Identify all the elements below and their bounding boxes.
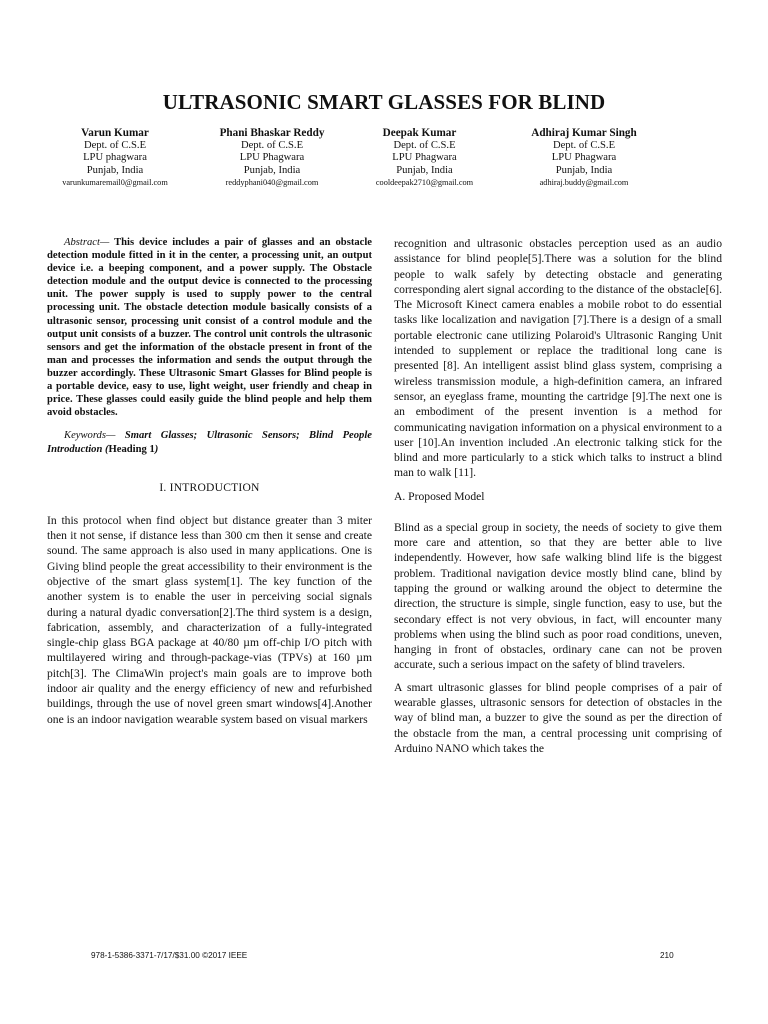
author-dept: Dept. of C.S.E xyxy=(552,139,616,151)
author-dept: Dept. of C.S.E xyxy=(240,139,304,151)
author-location: Punjab, India xyxy=(555,164,613,176)
page-number: 210 xyxy=(660,951,674,960)
author-3 xyxy=(347,127,502,190)
author-email: varunkumaremail0@gmail.com xyxy=(62,178,168,188)
proposed-model-paragraph-1: Blind as a special group in society, the needs of society to give them more care and attention, so that they are better able to live independently. However, how safe walking blind life is the biggest problem. Traditional navigation device mostly blind cane, blind by tapping the ground or walking around the object to determine the direction, the structure is simple, single function, easy to use, but the secondary effect is not very obvious, in fact, will encounter many problems when using the blind such as poor road conditions, uneven, hanging in front of obstacles, ordinary cane can not be proven accurate, such a serious impact on the safety of blind travelers. xyxy=(394,520,722,672)
author-org: LPU Phagwara xyxy=(239,152,305,164)
author-1 xyxy=(40,127,190,190)
author-location: Punjab, India xyxy=(243,164,301,176)
paper-title: ULTRASONIC SMART GLASSES FOR BLIND xyxy=(162,90,606,114)
author-name: Deepak Kumar xyxy=(382,127,457,139)
keywords-label: Keywords— xyxy=(64,430,116,442)
keywords-heading-note: Heading 1 xyxy=(108,443,155,455)
author-org: LPU Phagwara xyxy=(551,152,617,164)
author-name: Phani Bhaskar Reddy xyxy=(219,127,325,139)
author-block xyxy=(40,127,730,191)
abstract-label: Abstract— xyxy=(64,237,110,248)
author-name: Adhiraj Kumar Singh xyxy=(531,127,637,139)
author-dept: Dept. of C.S.E xyxy=(393,139,456,151)
author-2 xyxy=(197,127,347,190)
introduction-paragraph: In this protocol when find object but distance greater than 3 miter then it not sense, if distance less than 300 cm then it sense and create sound. The same approach is also used in many applications. One is Giving blind people the great accessibility to their environment is the objective of the smart glass system[1]. The key function of the another system is to enable the user in perceiving social signals during a natural dyadic conversation[2].The third system is a design, fabrication, assembly, and characterization of a fully-integrated single-chip glass BGA package at 40/80 µm off-chip I/O pitch with multilayered wiring and through-package-vias (TPVs) at 160 µm pitch[3]. The ClimaWin project's main goals are to improve both indoor air quality and the energy efficiency of new and refurbished buildings, through the use of novel green smart windows[4].Another one is an indoor navigation wearable system based on visual markers xyxy=(47,513,372,726)
author-org: LPU Phagwara xyxy=(392,152,457,164)
abstract xyxy=(47,236,372,419)
abstract-text: This device includes a pair of glasses and an obstacle detection module fitted in it in the center, a processing unit, an output device i.e. a beeping component, and a power supply. The Obstacle detection module and the output device is connected to the processing unit. The power supply is used to supply power to the central processing unit. The obstacle detection module basically consists of a ultrasonic sensor, processing unit consist of a control module and the output unit consists of a buzzer. The control unit controls the ultrasonic sensors and get the information of the obstacle present in front of the man and processes the information and sends the output through the buzzer accordingly. These Ultrasonic Smart Glasses for Blind people is a portable device, easy to use, light weight, user friendly and cheap in price. These glasses could easily guide the blind people and help them avoid obstacles. xyxy=(47,237,372,419)
author-email: reddyphani040@gmail.com xyxy=(225,178,319,188)
keywords xyxy=(47,429,372,455)
keywords-text: Smart Glasses; Ultrasonic Sensors; Blind People Introduction ( xyxy=(47,430,372,455)
author-4 xyxy=(504,127,664,190)
author-email: cooldeepak2710@gmail.com xyxy=(375,178,474,188)
left-column xyxy=(47,236,372,727)
right-column xyxy=(394,236,722,756)
author-location: Punjab, India xyxy=(396,164,453,176)
introduction-paragraph-continued: recognition and ultrasonic obstacles perception used as an audio assistance for blind people[5].There was a solution for the blind people to walk safely by detecting obstacle and generating corresponding alert signal according to the distance of the obstacle[6]. The Microsoft Kinect camera enables a mobile robot to do essential tasks like localization and navigation [7].There is a design of a small portable electronic cane utilizing Polaroid's Ultrasonic Ranging Unit intended to supplement or replace the traditional long cane is presented [8]. An intelligent assist blind glass system, comprising a wireless transmission module, a high-definition camera, an infrared sensor, an eyeglass frame, mounting the cartridge [9].The next one is an embodiment of the present invention is a method for communicating navigation information on a physical environment to a user [10].An invention included .An electronic talking stick for the blind and more particularly to a stick which talks to instruct a blind man to walk [11]. xyxy=(394,237,722,480)
keywords-close: ) xyxy=(154,443,159,455)
author-org: LPU phagwara xyxy=(83,152,147,164)
author-dept: Dept. of C.S.E xyxy=(83,139,147,151)
author-name: Varun Kumar xyxy=(81,127,149,139)
proposed-model-paragraph-2: A smart ultrasonic glasses for blind people comprises of a pair of wearable glasses, ultrasonic sensors for detection of obstacles in the way of blind man, a buzzer to give the sound as per the direction of the obstacle from the man, a central processing unit comprising of Arduino NANO which takes the xyxy=(394,680,722,755)
section-heading-introduction: I. INTRODUCTION xyxy=(159,480,260,494)
subsection-heading-proposed-model: A. Proposed Model xyxy=(394,489,485,503)
author-location: Punjab, India xyxy=(86,164,144,176)
author-email: adhiraj.buddy@gmail.com xyxy=(539,178,629,188)
footer-copyright: 978-1-5386-3371-7/17/$31.00 ©2017 IEEE xyxy=(91,951,248,960)
